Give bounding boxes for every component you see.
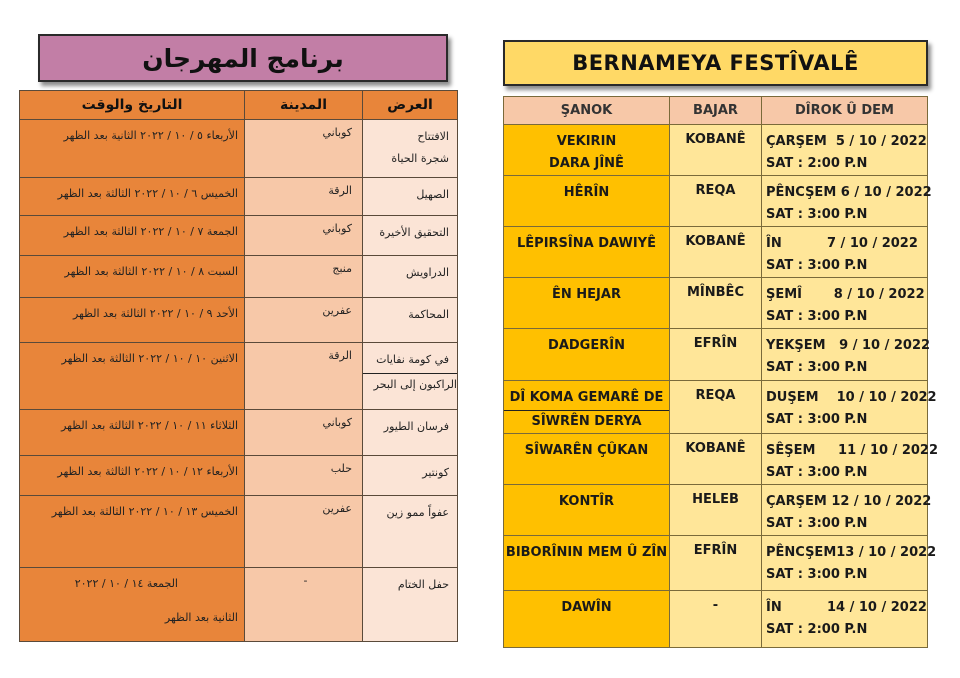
arabic-table-row bbox=[20, 120, 458, 178]
kurdish-time: SAT : 2:00 P.N bbox=[766, 156, 868, 171]
kurdish-table-row bbox=[504, 125, 928, 176]
arabic-show-cell bbox=[363, 343, 458, 410]
kurdish-city-cell: EFRÎN bbox=[670, 329, 762, 381]
arabic-datetime-cell bbox=[20, 410, 245, 456]
arabic-city-cell: كوباني bbox=[245, 410, 363, 456]
arabic-show-cell bbox=[363, 568, 458, 642]
kurdish-header-datetime: DÎROK Û DEM bbox=[762, 97, 928, 125]
arabic-city-cell: عفرين bbox=[245, 496, 363, 568]
kurdish-city-cell: HELEB bbox=[670, 485, 762, 536]
arabic-datetime-cell bbox=[20, 178, 245, 216]
arabic-datetime: الثلاثاء ١١ / ١٠ / ٢٠٢٢ الثالثة بعد الظهر bbox=[61, 419, 238, 432]
arabic-show-name: شجرة الحياة bbox=[391, 152, 449, 165]
arabic-table-row bbox=[20, 568, 458, 642]
kurdish-city-cell: KOBANÊ bbox=[670, 434, 762, 485]
arabic-header-row bbox=[20, 91, 458, 120]
kurdish-time: SAT : 3:00 P.N bbox=[766, 516, 868, 531]
kurdish-datetime-cell bbox=[762, 381, 937, 434]
kurdish-header-row bbox=[504, 97, 928, 125]
arabic-header-city: المدينة bbox=[245, 91, 363, 120]
arabic-city-cell: منبج bbox=[245, 256, 363, 298]
arabic-show-name: المحاكمة bbox=[408, 308, 449, 321]
kurdish-date: ÎN 14 / 10 / 2022 bbox=[766, 600, 927, 615]
arabic-datetime-cell bbox=[20, 298, 245, 343]
arabic-header-show: العرض bbox=[363, 91, 458, 120]
arabic-show-name: الدراويش bbox=[406, 266, 449, 279]
kurdish-table-row bbox=[504, 227, 928, 278]
arabic-city-cell: كوباني bbox=[245, 216, 363, 256]
arabic-header-datetime: التاريخ والوقت bbox=[20, 91, 245, 120]
arabic-datetime: الجمعة ٧ / ١٠ / ٢٠٢٢ الثالثة بعد الظهر bbox=[63, 225, 238, 238]
arabic-table-row bbox=[20, 216, 458, 256]
kurdish-table-row bbox=[504, 381, 928, 434]
kurdish-header-show: ŞANOK bbox=[504, 97, 670, 125]
arabic-show-name: الراكبون إلى البحر bbox=[363, 373, 457, 396]
arabic-datetime: الخميس ١٣ / ١٠ / ٢٠٢٢ الثالثة بعد الظهر bbox=[51, 505, 238, 518]
arabic-show-cell bbox=[363, 178, 458, 216]
arabic-datetime: الأربعاء ٥ / ١٠ / ٢٠٢٢ الثانية بعد الظهر bbox=[63, 129, 238, 142]
kurdish-time: SAT : 3:00 P.N bbox=[766, 309, 868, 324]
kurdish-city-cell: - bbox=[670, 591, 762, 648]
arabic-show-name: في كومة نفايات bbox=[376, 353, 449, 366]
kurdish-time: SAT : 3:00 P.N bbox=[766, 360, 868, 375]
kurdish-schedule-table bbox=[503, 96, 939, 648]
kurdish-datetime-cell bbox=[762, 227, 928, 278]
kurdish-datetime-cell bbox=[762, 176, 932, 227]
kurdish-show-name: KONTÎR bbox=[558, 494, 615, 509]
arabic-schedule-table bbox=[19, 90, 458, 642]
arabic-datetime-cell bbox=[20, 568, 245, 642]
kurdish-time: SAT : 3:00 P.N bbox=[766, 412, 868, 427]
arabic-show-name: الصهيل bbox=[416, 188, 449, 201]
kurdish-show-name: LÊPIRSÎNA DAWIYÊ bbox=[517, 236, 656, 251]
kurdish-table-row bbox=[504, 536, 928, 591]
arabic-show-cell bbox=[363, 256, 458, 298]
kurdish-date: ÇARŞEM 5 / 10 / 2022 bbox=[766, 134, 927, 149]
kurdish-table-row bbox=[504, 485, 928, 536]
arabic-show-cell bbox=[363, 410, 458, 456]
arabic-city-cell: عفرين bbox=[245, 298, 363, 343]
arabic-title: برنامج المهرجان bbox=[142, 43, 344, 73]
arabic-show-name: التحقيق الأخيرة bbox=[379, 226, 449, 239]
arabic-city-cell: - bbox=[245, 568, 363, 642]
kurdish-date: ÇARŞEM 12 / 10 / 2022 bbox=[766, 494, 932, 509]
arabic-city-cell: كوباني bbox=[245, 120, 363, 178]
kurdish-city-cell: EFRÎN bbox=[670, 536, 762, 591]
kurdish-date: PÊNCŞEM13 / 10 / 2022 bbox=[766, 545, 937, 560]
kurdish-title: BERNAMEYA FESTÎVALÊ bbox=[572, 51, 859, 75]
arabic-show-name: فرسان الطيور bbox=[383, 420, 449, 433]
kurdish-city-cell: KOBANÊ bbox=[670, 227, 762, 278]
arabic-datetime-cell bbox=[20, 343, 245, 410]
kurdish-datetime-cell bbox=[762, 536, 937, 591]
arabic-datetime-cell bbox=[20, 216, 245, 256]
arabic-show-cell bbox=[363, 298, 458, 343]
arabic-show-cell bbox=[363, 496, 458, 568]
arabic-time: الثانية بعد الظهر bbox=[164, 611, 238, 624]
kurdish-datetime-cell bbox=[762, 434, 939, 485]
kurdish-date: DUŞEM 10 / 10 / 2022 bbox=[766, 390, 937, 405]
kurdish-time: SAT : 3:00 P.N bbox=[766, 465, 868, 480]
arabic-show-name: عفواً ممو زين bbox=[386, 506, 449, 519]
kurdish-time: SAT : 2:00 P.N bbox=[766, 622, 868, 637]
arabic-table-row bbox=[20, 256, 458, 298]
kurdish-show-name: DARA JÎNÊ bbox=[549, 156, 624, 171]
kurdish-header-city: BAJAR bbox=[670, 97, 762, 125]
arabic-datetime-cell bbox=[20, 496, 245, 568]
kurdish-city-cell: REQA bbox=[670, 381, 762, 434]
kurdish-show-cell bbox=[504, 536, 670, 591]
kurdish-date: SÊŞEM 11 / 10 / 2022 bbox=[766, 443, 939, 458]
arabic-show-cell bbox=[363, 120, 458, 178]
kurdish-show-cell bbox=[504, 329, 670, 381]
arabic-show-name: كونتير bbox=[422, 466, 449, 479]
kurdish-time: SAT : 3:00 P.N bbox=[766, 258, 868, 273]
kurdish-city-cell: MÎNBÊC bbox=[670, 278, 762, 329]
arabic-datetime-cell bbox=[20, 256, 245, 298]
arabic-table-row bbox=[20, 496, 458, 568]
kurdish-date: YEKŞEM 9 / 10 / 2022 bbox=[766, 338, 931, 353]
arabic-title-banner bbox=[38, 34, 448, 82]
arabic-datetime: الاثنين ١٠ / ١٠ / ٢٠٢٢ الثالثة بعد الظهر bbox=[61, 352, 238, 365]
kurdish-show-name: DÎ KOMA GEMARÊ DE bbox=[509, 390, 664, 405]
kurdish-datetime-cell bbox=[762, 278, 928, 329]
kurdish-show-cell bbox=[504, 591, 670, 648]
kurdish-table-row bbox=[504, 329, 928, 381]
kurdish-show-name: VEKIRIN bbox=[556, 134, 617, 149]
arabic-city-cell: الرقة bbox=[245, 343, 363, 410]
kurdish-show-name: BIBORÎNIN MEM Û ZÎN bbox=[505, 545, 668, 560]
kurdish-table-row bbox=[504, 434, 928, 485]
arabic-table-row bbox=[20, 343, 458, 410]
kurdish-show-name: DADGERÎN bbox=[548, 338, 625, 353]
arabic-table-row bbox=[20, 178, 458, 216]
kurdish-show-cell bbox=[504, 125, 670, 176]
kurdish-time: SAT : 3:00 P.N bbox=[766, 567, 868, 582]
arabic-datetime: الخميس ٦ / ١٠ / ٢٠٢٢ الثالثة بعد الظهر bbox=[57, 187, 238, 200]
kurdish-datetime-cell bbox=[762, 591, 928, 648]
kurdish-datetime-cell bbox=[762, 485, 932, 536]
arabic-datetime-cell bbox=[20, 120, 245, 178]
arabic-datetime: الأربعاء ١٢ / ١٠ / ٢٠٢٢ الثالثة بعد الظهر bbox=[57, 465, 238, 478]
kurdish-date: ÎN 7 / 10 / 2022 bbox=[766, 236, 918, 251]
arabic-datetime-cell bbox=[20, 456, 245, 496]
arabic-datetime: السبت ٨ / ١٠ / ٢٠٢٢ الثالثة بعد الظهر bbox=[64, 265, 238, 278]
kurdish-show-name: SÎWARÊN ÇÛKAN bbox=[524, 443, 649, 458]
kurdish-city-cell: KOBANÊ bbox=[670, 125, 762, 176]
kurdish-show-cell bbox=[504, 176, 670, 227]
kurdish-show-name: SÎWRÊN DERYA bbox=[504, 410, 669, 433]
kurdish-datetime-cell bbox=[762, 125, 928, 176]
kurdish-show-cell bbox=[504, 227, 670, 278]
kurdish-table-row bbox=[504, 591, 928, 648]
arabic-datetime: الأحد ٩ / ١٠ / ٢٠٢٢ الثالثة بعد الظهر bbox=[72, 307, 238, 320]
kurdish-date: ŞEMÎ 8 / 10 / 2022 bbox=[766, 287, 925, 302]
kurdish-city-cell: REQA bbox=[670, 176, 762, 227]
kurdish-title-banner bbox=[503, 40, 928, 86]
kurdish-time: SAT : 3:00 P.N bbox=[766, 207, 868, 222]
kurdish-datetime-cell bbox=[762, 329, 931, 381]
kurdish-show-cell bbox=[504, 434, 670, 485]
kurdish-show-cell bbox=[504, 278, 670, 329]
arabic-city-cell: حلب bbox=[245, 456, 363, 496]
kurdish-date: PÊNCŞEM 6 / 10 / 2022 bbox=[766, 185, 932, 200]
kurdish-table-row bbox=[504, 176, 928, 227]
kurdish-show-cell bbox=[504, 485, 670, 536]
kurdish-show-name: DAWÎN bbox=[561, 600, 612, 615]
arabic-table-row bbox=[20, 298, 458, 343]
arabic-show-name: حفل الختام bbox=[397, 578, 449, 591]
kurdish-show-name: ÊN HEJAR bbox=[552, 287, 621, 302]
kurdish-table-row bbox=[504, 278, 928, 329]
arabic-datetime: الجمعة ١٤ / ١٠ / ٢٠٢٢ bbox=[74, 577, 178, 590]
kurdish-show-name: HÊRÎN bbox=[563, 185, 610, 200]
kurdish-show-cell bbox=[504, 381, 670, 434]
arabic-show-cell bbox=[363, 216, 458, 256]
arabic-table-row bbox=[20, 410, 458, 456]
arabic-table-row bbox=[20, 456, 458, 496]
arabic-show-cell bbox=[363, 456, 458, 496]
arabic-show-name: الافتتاح bbox=[417, 130, 449, 143]
arabic-city-cell: الرقة bbox=[245, 178, 363, 216]
